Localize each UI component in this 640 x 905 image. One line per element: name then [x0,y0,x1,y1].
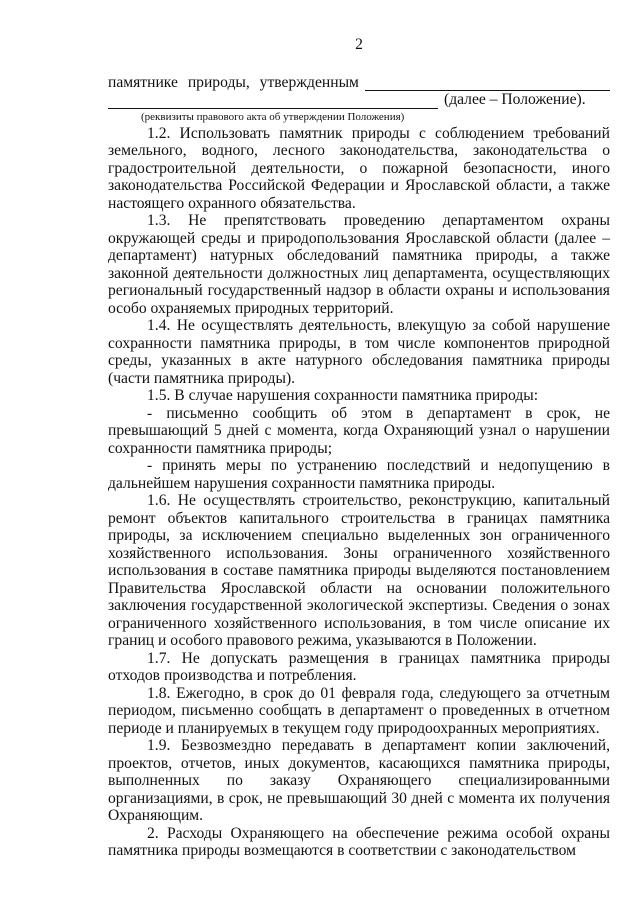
paragraph-1-7: 1.7. Не допускать размещения в границах памятника природы отходов производства и потребления. [108,649,610,684]
approval-line [108,74,610,92]
paragraph-1-5-item-1: - письменно сообщить об этом в департамент в срок, не превышающий 5 дней с момента, когда Охраняющий узнал о нарушении сохранности памятника природы; [108,404,610,457]
paragraph-1-9: 1.9. Безвозмездно передавать в департамент копии заключений, проектов, отчетов, иных документов, касающихся памятника природы, выполненных по заказу Охраняющего специализированными организациями, в срок, не превышающий 30 дней с момента их получения Охраняющим. [108,737,610,824]
approval-line-trail: (далее – Положение). [444,91,586,108]
approval-blank [365,76,610,91]
page-number: 2 [355,36,363,53]
paragraph-2: 2. Расходы Охраняющего на обеспечение режима особой охраны памятника природы возмещаются в соответствии с законодательством [108,824,610,859]
paragraph-1-8: 1.8. Ежегодно, в срок до 01 февраля года, следующего за отчетным периодом, письменно сообщать в департамент о проведенных в отчетном периоде и планируемых в текущем году природоохранных мероприятиях. [108,684,610,737]
paragraph-1-3: 1.3. Не препятствовать проведению департаментом охраны окружающей среды и природопользования Ярославской области (далее – департамент) натурных обследований памятника природы, а также законной деятельности должностных лиц департамента, осуществляющих региональный государственный надзор в области охраны и использования особо охраняемых природных территорий. [108,212,610,317]
field-caption: (реквизиты правового акта об утверждении Положения) [141,110,405,123]
approval-line-lead: памятнике природы, утвержденным [108,73,359,91]
paragraph-1-2: 1.2. Использовать памятник природы с соблюдением требований земельного, водного, лесного законодательства, законодательства о градостроительной деятельности, о пожарной безопасности, иного законодательства Российской Федерации и Ярославской области, а также настоящего охранного обязательства. [108,124,610,212]
paragraph-1-6: 1.6. Не осуществлять строительство, реконструкцию, капитальный ремонт объектов капитального строительства в границах памятника природы, за исключением специально выделенных зон ограниченного хозяйственного использования. Зоны ограниченного хозяйственного использования в составе памятника природы выделяются постановлением Правительства Ярославской области на основании положительного заключения государственной экологической экспертизы. Сведения о зонах ограниченного хозяйственного использования, в том числе описание их границ и особого правового режима, указываются в Положении. [108,492,610,649]
approval-blank-2 [108,94,438,109]
paragraph-1-5-item-2: - принять меры по устранению последствий и недопущению в дальнейшем нарушения сохранности памятника природы. [108,457,610,492]
paragraph-1-4: 1.4. Не осуществлять деятельность, влекущую за собой нарушение сохранности памятника природы, в том числе компонентов природной среды, указанных в акте натурного обследования памятника природы (части памятника природы). [108,317,610,387]
approval-line-2 [108,91,610,109]
document-page [108,36,610,860]
paragraph-1-5: 1.5. В случае нарушения сохранности памятника природы: [147,387,539,404]
